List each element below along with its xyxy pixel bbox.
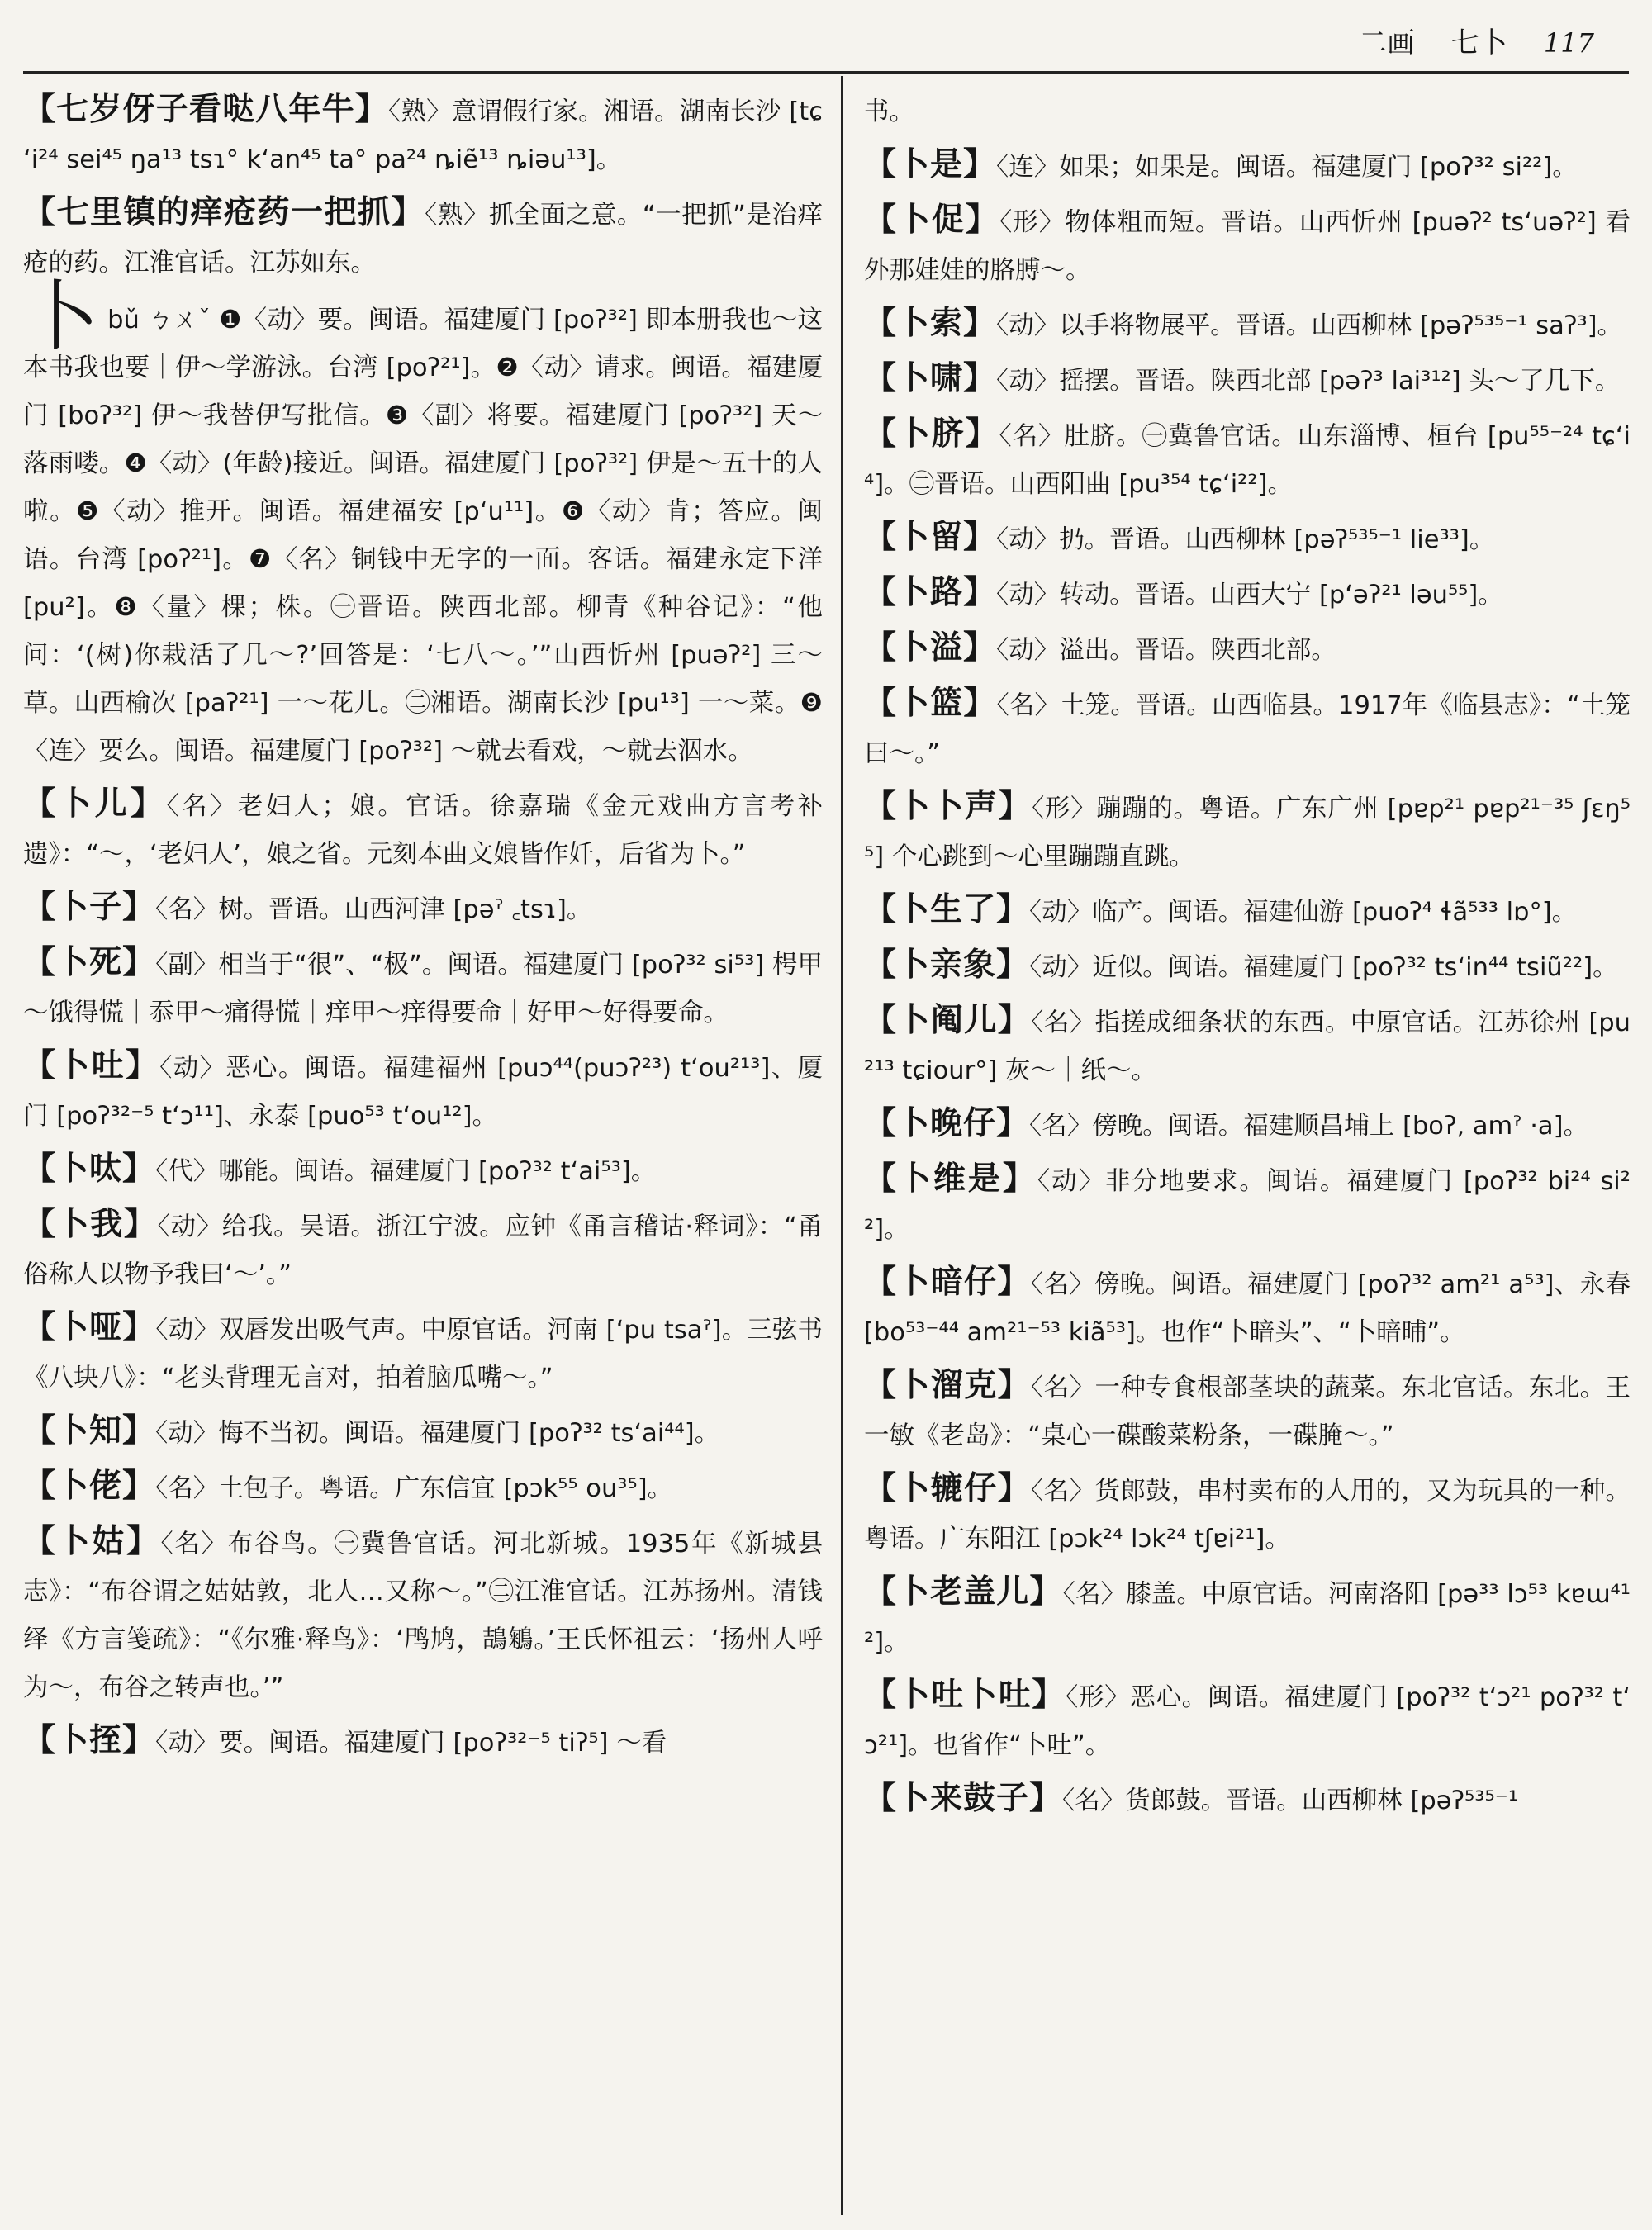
entry-headword: 【卜促】: [864, 202, 1000, 239]
left-column: [23, 86, 823, 2213]
entry-text: 〈名〉货郎鼓。晋语。山西柳林 [pəʔ⁵³⁵⁻¹: [1062, 1786, 1519, 1815]
entry-text: 〈动〉悔不当初。闽语。福建厦门 [poʔ³² tsʻai⁴⁴]。: [155, 1419, 720, 1448]
entry-headword: 【卜知】: [23, 1412, 156, 1450]
entry-text: 〈名〉傍晚。闽语。福建顺昌埔上 [boʔ, amˀ ·a]。: [1029, 1112, 1588, 1141]
entry-text: 〈名〉布谷鸟。㊀冀鲁官话。河北新城。1935年《新城县志》：“布谷谓之姑姑敦，北人…又称～。”㊁江淮官话。江苏扬州。清钱绎《方言笺疏》：“《尔雅·释鸟》：‘鸤鸠，鴶鵴。’王氏怀祖云：‘扬州人呼为～，布谷之转声也。’”: [23, 1530, 823, 1702]
entry: [864, 624, 1631, 675]
entry: [864, 355, 1631, 406]
entry-headword: 【七岁伢子看哒八年牛】: [23, 91, 388, 128]
entry-text: 〈名〉土包子。粤语。广东信宜 [pɔk⁵⁵ ou³⁵]。: [155, 1474, 673, 1503]
entry-headword: 【卜姑】: [23, 1523, 161, 1560]
entry-headword: 【卜亲象】: [864, 947, 1030, 984]
entry: [864, 1672, 1631, 1770]
entry-headword: 【卜留】: [864, 519, 997, 556]
entry-text: 〈名〉一种专食根部茎块的蔬菜。东北官话。东北。王一敏《老岛》：“桌心一碟酸菜粉条，一碟腌～。”: [864, 1374, 1631, 1450]
column-divider: [841, 76, 843, 2215]
entry-text: 〈动〉非分地要求。闽语。福建厦门 [poʔ³² bi²⁴ si²²]。: [864, 1167, 1631, 1244]
entry: [23, 939, 823, 1037]
entry-headword: 【卜佬】: [23, 1468, 156, 1505]
entry-headword: 【卜老盖儿】: [864, 1573, 1063, 1611]
entry: [864, 942, 1631, 992]
entry-text: 〈动〉摇摆。晋语。陕西北部 [pəʔ³ lai³¹²] 头～了几下。: [996, 367, 1621, 396]
entry-headword: 【卜脐】: [864, 415, 999, 453]
entry-text: 〈名〉老妇人；娘。官话。徐嘉瑞《金元戏曲方言考补遗》：“～，‘老妇人’，娘之省。元刻本曲文娘皆作奷，后省为卜。”: [23, 792, 823, 869]
entry: [23, 86, 823, 184]
entry: [23, 1717, 823, 1767]
entry-text: 〈名〉傍晚。闽语。福建厦门 [poʔ³² am²¹ a⁵³]、永春 [bo⁵³⁻⁴⁴ am²¹⁻⁵³ kiã⁵³]。也作“卜暗头”、“卜暗晡”。: [864, 1270, 1631, 1347]
entry: [864, 1568, 1631, 1667]
entry-headword: 【七里镇的痒疮药一把抓】: [23, 194, 425, 231]
header-chars: 七卜: [1450, 26, 1507, 59]
entry-headword: 【卜我】: [23, 1206, 158, 1243]
entry: [864, 886, 1631, 937]
entry: [864, 141, 1631, 192]
entry-headword: 【卜卜声】: [864, 788, 1032, 825]
entry-headword: 【卜吐】: [23, 1047, 160, 1084]
entry-headword: 【卜儿】: [23, 785, 167, 823]
entry: [864, 1100, 1631, 1151]
entry: [864, 1775, 1631, 1825]
entry: [864, 300, 1631, 350]
entry-text: 〈形〉蹦蹦的。粤语。广东广州 [pɐp²¹ pɐp²¹⁻³⁵ ʃɛŋ⁵⁵] 个心跳到～心里蹦蹦直跳。: [864, 795, 1631, 871]
right-column: [864, 86, 1631, 2213]
entry-text: 〈动〉转动。晋语。山西大宁 [pʻəʔ²¹ ləu⁵⁵]。: [996, 581, 1503, 610]
entry-headword: 【卜生了】: [864, 891, 1030, 928]
entry: [864, 1362, 1631, 1460]
entry-headword: 【卜挃】: [23, 1722, 156, 1759]
entry-text: 〈连〉如果；如果是。闽语。福建厦门 [poʔ³² si²²]。: [996, 153, 1578, 182]
head-character: 卜: [23, 273, 100, 361]
entry-text: 〈动〉近似。闽语。福建厦门 [poʔ³² tsʻin⁴⁴ tsiũ²²]。: [1029, 953, 1618, 982]
entry-headword: 【卜辘仔】: [864, 1470, 1032, 1507]
entry: [23, 1463, 823, 1513]
entry-headword: 【卜呔】: [23, 1151, 156, 1188]
entry-headword: 【卜来鼓子】: [864, 1780, 1063, 1817]
entry: [864, 997, 1631, 1095]
entry: [23, 780, 823, 879]
entry-text: 〈名〉货郎鼓，串村卖布的人用的，又为玩具的一种。粤语。广东阳江 [pɔk²⁴ lɔk²⁴ tʃɐi²¹]。: [864, 1477, 1631, 1554]
entry-text: 〈动〉临产。闽语。福建仙游 [puoʔ⁴ ɬã⁵³³ lɒ°]。: [1029, 898, 1578, 927]
entry-headword: 【卜是】: [864, 146, 997, 183]
entry-text: 〈熟〉意谓假行家。湘语。湖南长沙 [tɕʻi²⁴ sei⁴⁵ ŋa¹³ tsɿ° kʻan⁴⁵ ta° pa²⁴ ȵiẽ¹³ ȵiəu¹³]。: [23, 97, 823, 174]
entry: [864, 1155, 1631, 1254]
entry-text: 〈动〉双唇发出吸气声。中原官话。河南 [ʻpu tsaˀ]。三弦书《八块八》：“老头背理无言对，拍着脑瓜嘴～。”: [23, 1316, 823, 1393]
entry: [23, 1042, 823, 1141]
entry-text: 〈动〉要。闽语。福建厦门 [poʔ³²⁻⁵ tiʔ⁵] ～看: [155, 1729, 667, 1758]
entry: [864, 410, 1631, 509]
entry-text: 〈名〉指搓成细条状的东西。中原官话。江苏徐州 [pu²¹³ tɕiour°] 灰～｜纸～。: [864, 1008, 1631, 1085]
entry-text: 〈代〉哪能。闽语。福建厦门 [poʔ³² tʻai⁵³]。: [155, 1157, 657, 1186]
entry-text: 书。: [864, 97, 914, 126]
entry-headword: 【卜索】: [864, 305, 997, 342]
entry-continuation: [864, 86, 1631, 136]
entry-text: 〈动〉恶心。闽语。福建福州 [puɔ⁴⁴(puɔʔ²³) tʻou²¹³]、厦门 [poʔ³²⁻⁵ tʻɔ¹¹]、永泰 [puo⁵³ tʻou¹²]。: [23, 1054, 823, 1131]
entry-headword: 【卜死】: [23, 944, 156, 981]
entry-text: 〈动〉溢出。晋语。陕西北部。: [996, 636, 1336, 665]
entry-text: 〈形〉恶心。闽语。福建厦门 [poʔ³² tʻɔ²¹ poʔ³² tʻɔ²¹]。也省作“卜吐”。: [864, 1683, 1631, 1760]
entry: [864, 783, 1631, 881]
entry: [23, 1146, 823, 1196]
entry: [864, 514, 1631, 564]
entry-text: 〈名〉土笼。晋语。山西临县。1917年《临县志》：“土笼曰～。”: [864, 691, 1631, 768]
entry-headword: 【卜溢】: [864, 629, 997, 667]
entry: [864, 680, 1631, 778]
entry-headword: 【卜路】: [864, 574, 997, 611]
entry: [864, 1259, 1631, 1357]
entry-headword: 【卜阄儿】: [864, 1002, 1032, 1039]
page-number: 117: [1543, 27, 1594, 59]
entry: [23, 273, 823, 776]
entry-text: 〈动〉给我。吴语。浙江宁波。应钟《甬言稽诂·释词》：“甬俗称人以物予我曰‘～’。”: [23, 1212, 823, 1289]
entry: [23, 1201, 823, 1299]
entry-text: 〈名〉肚脐。㊀冀鲁官话。山东淄博、桓台 [pu⁵⁵⁻²⁴ tɕʻi⁴]。㊁晋语。山西阳曲 [pu³⁵⁴ tɕʻi²²]。: [864, 422, 1631, 499]
entry: [23, 1518, 823, 1712]
entry-text: 〈名〉树。晋语。山西河津 [pəˀ ꜀tsɿ]。: [155, 895, 592, 924]
entry-text: 〈副〉相当于“很”、“极”。闽语。福建厦门 [poʔ³² si⁵³] 枵甲～饿得慌｜忝甲～痛得慌｜痒甲～痒得要命｜好甲～好得要命。: [23, 951, 823, 1027]
entry-headword: 【卜溜克】: [864, 1367, 1032, 1404]
entry-headword: 【卜维是】: [864, 1160, 1037, 1198]
entry: [864, 569, 1631, 619]
header-rule: [23, 71, 1629, 74]
entry-headword: 【卜晚仔】: [864, 1105, 1030, 1142]
entry-headword: 【卜吐卜吐】: [864, 1677, 1066, 1714]
entry-headword: 【卜暗仔】: [864, 1264, 1031, 1301]
entry: [864, 1465, 1631, 1563]
entry: [864, 197, 1631, 295]
page-header: [1359, 20, 1594, 66]
entry-text: 〈动〉扔。晋语。山西柳林 [pəʔ⁵³⁵⁻¹ lie³³]。: [996, 525, 1495, 554]
entry: [23, 1407, 823, 1458]
entry-headword: 【卜啸】: [864, 360, 997, 397]
section-label: 二画: [1358, 26, 1415, 59]
entry: [23, 189, 823, 287]
entry-text: 〈熟〉抓全面之意。“一把抓”是治痒疮的药。江淮官话。江苏如东。: [23, 201, 823, 278]
entry-headword: 【卜子】: [23, 889, 156, 926]
entry: [23, 1304, 823, 1402]
entry: [23, 884, 823, 934]
entry-text: 〈形〉物体粗而短。晋语。山西忻州 [puəʔ² tsʻuəʔ²] 看外那娃娃的胳膊～。: [864, 208, 1631, 285]
entry-headword: 【卜篮】: [864, 685, 997, 722]
entry-text: 〈名〉膝盖。中原官话。河南洛阳 [pə³³ lɔ⁵³ kɐɯ⁴¹²]。: [864, 1580, 1631, 1657]
entry-headword: 【卜哑】: [23, 1309, 156, 1346]
entry-text: 〈动〉以手将物展平。晋语。山西柳林 [pəʔ⁵³⁵⁻¹ saʔ³]。: [996, 311, 1623, 340]
entry-text: bǔ ㄅㄨˇ ❶〈动〉要。闽语。福建厦门 [poʔ³²] 即本册我也～这本书我也要｜伊～学游泳。台湾 [poʔ²¹]。❷〈动〉请求。闽语。福建厦门 [boʔ³²] 伊～我替伊写批信。❸〈副〉将要。福建厦门 [poʔ³²] 天～落雨喽。❹〈动〉(年龄)接近。闽语。福建厦门 [poʔ³²] 伊是～五十的人啦。❺〈动〉推开。闽语。福建福安 [pʻu¹¹]。❻〈动〉肯；答应。闽语。台湾 [poʔ²¹]。❼〈名〉铜钱中无字的一面。客话。福建永定下洋 [pu²]。❽〈量〉棵；株。㊀晋语。陕西北部。柳青《种谷记》：“他问：‘(树)你栽活了几～?’回答是：‘七八～。’”山西忻州 [puəʔ²] 三～草。山西榆次 [paʔ²¹] 一～花儿。㊁湘语。湖南长沙 [pu¹³] 一～菜。❾〈连〉要么。闽语。福建厦门 [poʔ³²] ～就去看戏，～就去泅水。: [23, 306, 823, 766]
